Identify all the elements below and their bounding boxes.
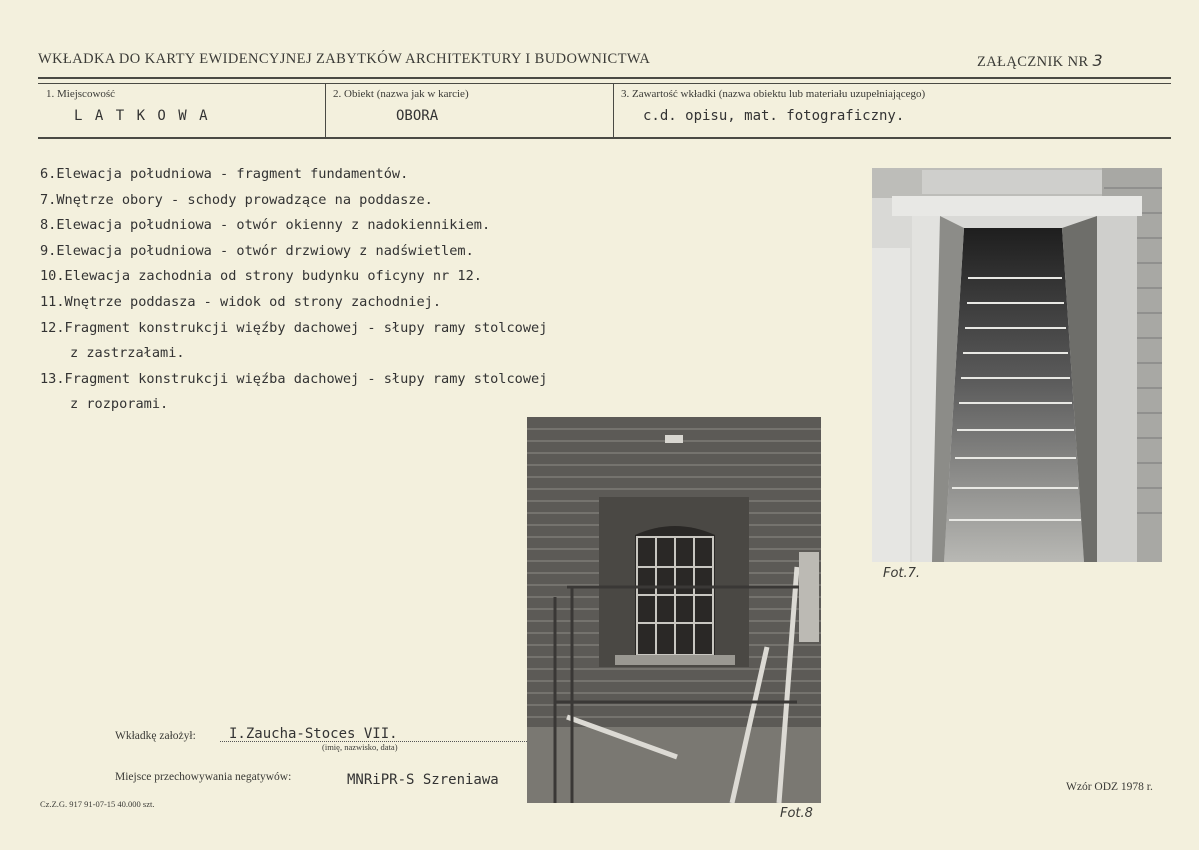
header-rule-bottom xyxy=(38,137,1171,139)
list-item-continuation: z zastrzałami. xyxy=(70,345,185,362)
list-item: 7.Wnętrze obory - schody prowadzące na poddasze. xyxy=(40,191,433,208)
stairs-photo-image xyxy=(872,168,1162,562)
photo-window xyxy=(527,417,821,803)
list-item: 8.Elewacja południowa - otwór okienny z nadokiennikiem. xyxy=(40,217,491,234)
list-item: 6.Elewacja południowa - fragment fundamentów. xyxy=(40,166,409,182)
list-item: 9.Elewacja południowa - otwór drzwiowy z nadświetlem. xyxy=(40,242,474,259)
founder-value: I.Zaucha-Stoces VII. xyxy=(229,726,398,742)
list-item: 10.Elewacja zachodnia od strony budynku oficyny nr 12. xyxy=(40,268,482,285)
list-item: 12.Fragment konstrukcji więźby dachowej - słupy ramy stolcowej xyxy=(40,319,548,336)
window-photo-image xyxy=(527,417,821,803)
header-rule-second xyxy=(38,83,1171,84)
list-item-continuation: z rozporami. xyxy=(70,396,169,413)
photo-stairs xyxy=(872,168,1162,562)
locality-value: L A T K O W A xyxy=(74,108,210,124)
negatives-value: MNRiPR-S Szreniawa xyxy=(347,772,499,788)
negatives-label: Miejsce przechowywania negatywów: xyxy=(115,771,292,783)
founder-hint: (imię, nazwisko, data) xyxy=(322,742,398,752)
caption-photo-8: Fot.8 xyxy=(780,806,813,821)
attachment-label xyxy=(977,51,1103,71)
contents-label: 3. Zawartość wkładki (nazwa obiektu lub materiału uzupełniającego) xyxy=(621,88,926,100)
form-title: WKŁADKA DO KARTY EWIDENCYJNEJ ZABYTKÓW ARCHITEKTURY I BUDOWNICTWA xyxy=(38,51,651,67)
print-info: Cz.Z.G. 917 91-07-15 40.000 szt. xyxy=(40,799,155,809)
header-rule-top xyxy=(38,77,1171,79)
object-value: OBORA xyxy=(396,108,439,124)
template-label: Wzór ODZ 1978 r. xyxy=(1066,781,1153,793)
founder-label: Wkładkę założył: xyxy=(115,730,196,742)
attachment-number: 3 xyxy=(1092,51,1104,70)
attachment-label-text: ZAŁĄCZNIK NR xyxy=(977,54,1089,70)
object-label: 2. Obiekt (nazwa jak w karcie) xyxy=(333,88,469,100)
caption-photo-7: Fot.7. xyxy=(883,566,921,581)
contents-value: c.d. opisu, mat. fotograficzny. xyxy=(643,108,905,124)
field-divider-1 xyxy=(325,83,326,137)
list-item: 11.Wnętrze poddasza - widok od strony zachodniej. xyxy=(40,293,442,310)
field-divider-2 xyxy=(613,83,614,137)
list-item: 13.Fragment konstrukcji więźba dachowej - słupy ramy stolcowej xyxy=(40,370,548,387)
locality-label: 1. Miejscowość xyxy=(46,88,116,100)
description-list xyxy=(40,162,680,418)
